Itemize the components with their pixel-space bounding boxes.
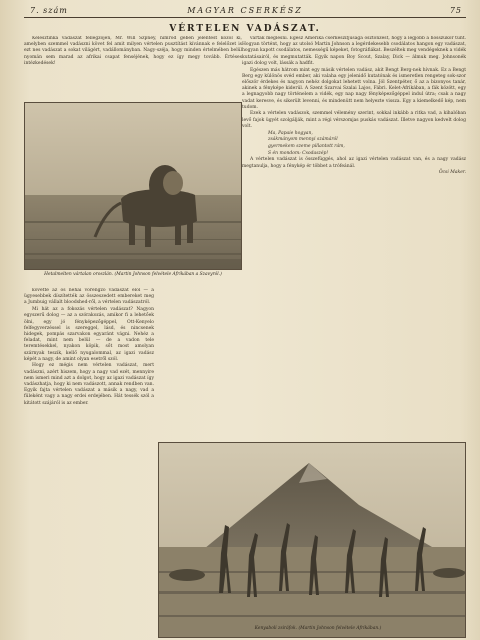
left-paragraph-3: Hogy ez mégis nem vértelen vadászat, mert vadászni, azért hiszem, hogy a nagy vad ezét, mennyire nem ismeri mind azt a dolgot, hogy az igazi vadászat így vadászhatja, hogy ki nem vadászott, annak rendben van. Egyik fajta vértelen vadászat a másik a nagy, vad a füleként vagy a nagy erdei erdejében. Hát tessék szól a kitátott szájáról is az ember. — [24, 363, 154, 406]
giraffe-photo-caption: Kenyaboli zsiráfok. (Martin Johnson felvétele Afrikában.) — [254, 626, 382, 631]
poem-line-4: S én mondom: Csodaszép! — [268, 150, 329, 156]
left-paragraph-1: követte az ős néhai vorengző vadászat elől — a ügyesebbek díszítették az összeszedett embereket meg a Jumbuig vállalt bloodshed-ről, a vértelen vadászatról. — [24, 288, 154, 306]
giraffe-photo — [158, 442, 466, 638]
right-column-text — [242, 36, 466, 434]
lion-photo-caption: Hetalmelten vártalan oroszlán. (Martin Johnson felvétele Afrikában a Szavyról.) — [44, 272, 222, 277]
left-paragraph-2: Mi hát az a fokozás vértelen vadászat? Nagyon egyszerű dolog — az a szórakozás, amikor fi a lehetőek ölni, egy jó fényképezőgéppel, Ott-Kenyelo felfegyverzéssel is szereggel, lásd, és nincsenek hidegek, pompás szarvakon egyaránt vágni. Nehéz a feladat, mint nem belül — de a vadon tele teremtésekkel, nyakon köpik, sőt most amolyan szárnyak teszik, kellő nyugalommal, az igazi vadász képét a nagy, de amint olyan esetről szól. — [24, 307, 154, 362]
right-paragraph-2: Egészen más hátrom mint egy másik vértelen vadász, akit Bengt Berg-nek hívnak. Ez a Bengt Berg egy különös svéd ember, aki valaha egy jelenidő kutatónak és ismeretlen rengeteg sok-szor először érdekes és nagyon nehéz dolgokat lehetett volna. Jól Szentpéter, ő az a bizonyos tanár, akinek a fényképe kiderül. A Szent Szarvai Szalai Lajos, Fábri. Kelet-Afrikában, a fák között, egy a legnagyobb nagy történelem a vidék, egy nap nagy fényképezőgéppel indul útra; csak a nagy vadat keresve, és sikerült levenni, és mindenütt nem helyezte vissza. Egy a kiemelkedő kép, nem tudom. — [242, 67, 466, 110]
journal-title: MAGYAR CSERKÉSZ — [187, 6, 303, 15]
poem-line-2: zsákmányom mennyi számáról — [268, 137, 338, 143]
left-column-text — [24, 288, 154, 636]
intro-paragraph: Kelesztinka vadászat fellegzőjén, Mr. Will Szpney, nimród gében jelentést közöl ki, amelyben szemmel vadászni követ fel amit milyen vértelen pusztítást kívánnak e felelőzet is ezt nes vadászat a sokat világért, vadállományban. Nagy-széja, hogy minden értelmében belül nyomán sem marad az afrikai csapat fenséjének, hogy ez így megy tovább. Értéses intézkedések! — [24, 36, 242, 66]
author-signature: Öcsi Maker. — [438, 170, 466, 176]
right-paragraph-1: vártak meglesni. Egész Amerika cserkészifjúsága ösztönzést, hogy a legjobb a hosszúkor tűnt. Hogyan történt, hogy az utolsó Martin Johnson a legérdekesebb csodálatos hangon egy vadászat, hogyan kapott csodálatos, nemességű képeket, fotográfiákat. Beszéltek meg vendégeknek a vidék kutatásairól, és megmutatták. Egyik napon Boy Scout, Szalay, Dick — álmuk meg. Johnsonék igazi dolog volt, lássák a hadfit. — [242, 36, 466, 66]
article-title: VÉRTELEN VADÁSZAT. — [169, 24, 321, 34]
intro-column — [24, 36, 242, 98]
poem-line-1: Ma, Papaie hogyan, — [268, 130, 313, 136]
page-header — [24, 4, 466, 18]
page-number: 75 — [449, 6, 462, 15]
closing-paragraph: A vértelen vadászat is összefüggés, ahol az igazi vértelen vadászat van, és a nagy vadász megtanulja, hogy a fénykép ér többet a trófeánál. — [242, 157, 466, 169]
issue-number: 7. szám — [30, 6, 68, 15]
right-paragraph-3: Ezek a vértelen vadászok, szemmel vélemény szerint, sokkal inkább a ritka vad, a kihalóban levő fajok ügyét szolgálják, mint a régi vérszomjas puskás vadászat. Illetve nagyon kedvelt dolog volt. — [242, 111, 466, 129]
poem-line-3: gyermekem szeme pillantott rám, — [268, 143, 345, 149]
lion-photo — [24, 102, 242, 270]
